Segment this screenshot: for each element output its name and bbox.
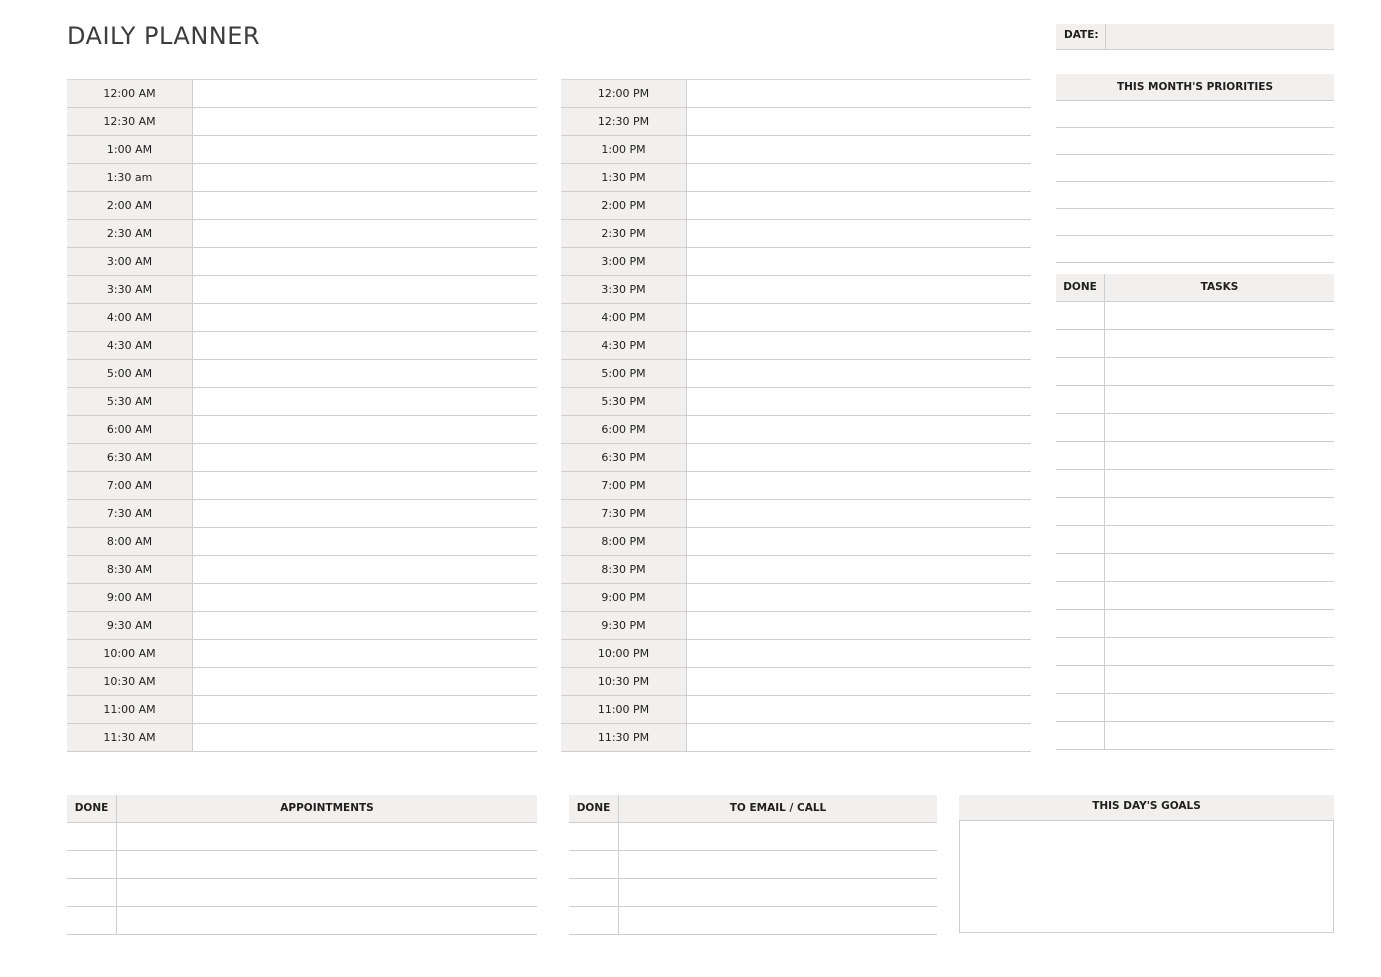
done-header: DONE bbox=[1056, 274, 1105, 301]
time-slot-entry[interactable] bbox=[687, 696, 1031, 723]
time-slot-entry[interactable] bbox=[193, 696, 537, 723]
entry-cell[interactable] bbox=[1105, 330, 1334, 357]
list-item bbox=[569, 851, 937, 879]
time-slot-entry[interactable] bbox=[193, 724, 537, 751]
list-item bbox=[1056, 694, 1334, 722]
done-checkbox-cell[interactable] bbox=[1056, 610, 1105, 637]
time-slot-row bbox=[67, 248, 537, 276]
done-header: DONE bbox=[67, 795, 117, 822]
time-label: 5:30 PM bbox=[561, 388, 687, 415]
done-checkbox-cell[interactable] bbox=[569, 907, 619, 934]
time-label: 12:00 PM bbox=[561, 80, 687, 107]
priorities-header: THIS MONTH'S PRIORITIES bbox=[1056, 74, 1334, 101]
time-slot-row bbox=[67, 668, 537, 696]
priority-line[interactable] bbox=[1056, 209, 1334, 236]
time-slot-entry[interactable] bbox=[687, 136, 1031, 163]
time-slot-row bbox=[67, 472, 537, 500]
time-slot-entry[interactable] bbox=[687, 276, 1031, 303]
time-label: 11:30 AM bbox=[67, 724, 193, 751]
time-slot-entry[interactable] bbox=[193, 360, 537, 387]
done-checkbox-cell[interactable] bbox=[1056, 694, 1105, 721]
done-checkbox-cell[interactable] bbox=[1056, 386, 1105, 413]
done-checkbox-cell[interactable] bbox=[1056, 554, 1105, 581]
time-slot-row bbox=[561, 332, 1031, 360]
time-slot-row bbox=[67, 444, 537, 472]
time-slot-row bbox=[67, 80, 537, 108]
time-slot-entry[interactable] bbox=[193, 472, 537, 499]
time-slot-row bbox=[561, 724, 1031, 752]
priority-line[interactable] bbox=[1056, 182, 1334, 209]
time-slot-row bbox=[561, 276, 1031, 304]
time-slot-entry[interactable] bbox=[687, 416, 1031, 443]
priority-line[interactable] bbox=[1056, 236, 1334, 263]
time-slot-row bbox=[67, 136, 537, 164]
time-slot-entry[interactable] bbox=[193, 108, 537, 135]
time-label: 7:30 PM bbox=[561, 500, 687, 527]
time-label: 7:30 AM bbox=[67, 500, 193, 527]
time-label: 12:30 AM bbox=[67, 108, 193, 135]
daily-goals bbox=[959, 795, 1334, 934]
list-item bbox=[1056, 442, 1334, 470]
time-label: 1:00 AM bbox=[67, 136, 193, 163]
list-item bbox=[1056, 414, 1334, 442]
time-slot-row bbox=[67, 724, 537, 752]
time-slot-entry[interactable] bbox=[687, 220, 1031, 247]
time-label: 5:30 AM bbox=[67, 388, 193, 415]
time-label: 4:00 PM bbox=[561, 304, 687, 331]
done-checkbox-cell[interactable] bbox=[1056, 638, 1105, 665]
time-slot-row bbox=[561, 668, 1031, 696]
list-item bbox=[1056, 526, 1334, 554]
time-label: 4:30 PM bbox=[561, 332, 687, 359]
appointments-header-row bbox=[67, 795, 537, 823]
time-label: 3:30 AM bbox=[67, 276, 193, 303]
entry-cell[interactable] bbox=[1105, 666, 1334, 693]
time-slot-row bbox=[561, 696, 1031, 724]
time-label: 5:00 AM bbox=[67, 360, 193, 387]
entry-cell[interactable] bbox=[1105, 414, 1334, 441]
time-slot-entry[interactable] bbox=[193, 248, 537, 275]
time-label: 8:00 PM bbox=[561, 528, 687, 555]
time-label: 9:00 PM bbox=[561, 584, 687, 611]
time-label: 6:30 PM bbox=[561, 444, 687, 471]
time-slot-row bbox=[561, 612, 1031, 640]
time-slot-entry[interactable] bbox=[687, 528, 1031, 555]
time-label: 2:00 AM bbox=[67, 192, 193, 219]
time-label: 1:30 PM bbox=[561, 164, 687, 191]
time-slot-entry[interactable] bbox=[687, 612, 1031, 639]
time-label: 2:30 AM bbox=[67, 220, 193, 247]
time-label: 4:30 AM bbox=[67, 332, 193, 359]
time-slot-row bbox=[561, 360, 1031, 388]
time-slot-row bbox=[561, 500, 1031, 528]
list-item bbox=[1056, 330, 1334, 358]
time-slot-row bbox=[67, 192, 537, 220]
entry-cell[interactable] bbox=[1105, 722, 1334, 749]
time-slot-entry[interactable] bbox=[687, 248, 1031, 275]
email-call-header: TO EMAIL / CALL bbox=[729, 802, 827, 814]
time-slot-row bbox=[561, 220, 1031, 248]
time-slot-entry[interactable] bbox=[687, 164, 1031, 191]
time-slot-row bbox=[67, 500, 537, 528]
time-slot-row bbox=[67, 556, 537, 584]
time-label: 10:30 AM bbox=[67, 668, 193, 695]
time-label: 3:30 PM bbox=[561, 276, 687, 303]
time-label: 12:00 AM bbox=[67, 80, 193, 107]
time-label: 10:00 AM bbox=[67, 640, 193, 667]
entry-cell[interactable] bbox=[1105, 498, 1334, 525]
time-slot-entry[interactable] bbox=[193, 332, 537, 359]
time-slot-entry[interactable] bbox=[193, 80, 537, 107]
entry-cell[interactable] bbox=[619, 879, 937, 906]
time-slot-row bbox=[67, 220, 537, 248]
time-slot-row bbox=[67, 612, 537, 640]
list-item bbox=[1056, 470, 1334, 498]
time-slot-entry[interactable] bbox=[193, 136, 537, 163]
time-label: 10:30 PM bbox=[561, 668, 687, 695]
time-slot-entry[interactable] bbox=[193, 220, 537, 247]
list-item bbox=[67, 879, 537, 907]
time-slot-row bbox=[561, 640, 1031, 668]
time-slot-row bbox=[67, 304, 537, 332]
entry-cell[interactable] bbox=[1105, 470, 1334, 497]
time-slot-row bbox=[67, 696, 537, 724]
entry-cell[interactable] bbox=[117, 823, 537, 850]
time-label: 6:00 AM bbox=[67, 416, 193, 443]
time-slot-entry[interactable] bbox=[687, 80, 1031, 107]
entry-cell[interactable] bbox=[1105, 526, 1334, 553]
entry-cell[interactable] bbox=[117, 907, 537, 934]
list-item bbox=[569, 907, 937, 935]
time-slot-entry[interactable] bbox=[193, 192, 537, 219]
appointments-header: APPOINTMENTS bbox=[280, 802, 374, 814]
monthly-priorities bbox=[1056, 74, 1334, 263]
entry-cell[interactable] bbox=[117, 879, 537, 906]
time-slot-row bbox=[67, 360, 537, 388]
time-slot-entry[interactable] bbox=[687, 584, 1031, 611]
time-label: 11:30 PM bbox=[561, 724, 687, 751]
entry-cell[interactable] bbox=[1105, 694, 1334, 721]
time-slot-entry[interactable] bbox=[687, 444, 1031, 471]
time-label: 10:00 PM bbox=[561, 640, 687, 667]
time-slot-row bbox=[67, 276, 537, 304]
time-label: 9:00 AM bbox=[67, 584, 193, 611]
time-label: 5:00 PM bbox=[561, 360, 687, 387]
time-slot-entry[interactable] bbox=[687, 304, 1031, 331]
time-label: 2:30 PM bbox=[561, 220, 687, 247]
time-slot-row bbox=[561, 472, 1031, 500]
email-call-table bbox=[569, 795, 937, 935]
time-label: 1:00 PM bbox=[561, 136, 687, 163]
entry-cell[interactable] bbox=[1105, 610, 1334, 637]
time-slot-row bbox=[561, 192, 1031, 220]
time-slot-entry[interactable] bbox=[687, 500, 1031, 527]
time-label: 2:00 PM bbox=[561, 192, 687, 219]
done-checkbox-cell[interactable] bbox=[1056, 414, 1105, 441]
time-slot-entry[interactable] bbox=[687, 724, 1031, 751]
list-item bbox=[1056, 582, 1334, 610]
time-slot-entry[interactable] bbox=[687, 556, 1031, 583]
time-slot-row bbox=[67, 388, 537, 416]
time-label: 9:30 PM bbox=[561, 612, 687, 639]
list-item bbox=[67, 907, 537, 935]
time-label: 1:30 am bbox=[67, 164, 193, 191]
time-slot-row bbox=[561, 556, 1031, 584]
time-slot-entry[interactable] bbox=[687, 192, 1031, 219]
time-slot-row bbox=[561, 416, 1031, 444]
done-checkbox-cell[interactable] bbox=[569, 851, 619, 878]
time-slot-row bbox=[561, 136, 1031, 164]
done-checkbox-cell[interactable] bbox=[1056, 582, 1105, 609]
email-call-header-row bbox=[569, 795, 937, 823]
entry-cell[interactable] bbox=[619, 907, 937, 934]
time-slot-row bbox=[67, 416, 537, 444]
done-checkbox-cell[interactable] bbox=[1056, 302, 1105, 329]
date-label: DATE: bbox=[1056, 24, 1105, 49]
time-slot-row bbox=[561, 584, 1031, 612]
tasks-header-row bbox=[1056, 274, 1334, 302]
time-slot-row bbox=[561, 444, 1031, 472]
time-slot-row bbox=[67, 332, 537, 360]
time-slot-entry[interactable] bbox=[193, 584, 537, 611]
time-slot-entry[interactable] bbox=[687, 108, 1031, 135]
list-item bbox=[1056, 302, 1334, 330]
done-checkbox-cell[interactable] bbox=[569, 823, 619, 850]
time-slot-row bbox=[561, 304, 1031, 332]
list-item bbox=[569, 823, 937, 851]
done-checkbox-cell[interactable] bbox=[1056, 358, 1105, 385]
time-label: 7:00 PM bbox=[561, 472, 687, 499]
time-slot-entry[interactable] bbox=[193, 556, 537, 583]
priority-line[interactable] bbox=[1056, 128, 1334, 155]
list-item bbox=[1056, 666, 1334, 694]
time-slot-entry[interactable] bbox=[193, 416, 537, 443]
time-label: 8:30 AM bbox=[67, 556, 193, 583]
done-checkbox-cell[interactable] bbox=[1056, 666, 1105, 693]
time-slot-entry[interactable] bbox=[687, 332, 1031, 359]
date-value[interactable] bbox=[1105, 24, 1334, 49]
time-slot-entry[interactable] bbox=[687, 472, 1031, 499]
time-slot-entry[interactable] bbox=[193, 640, 537, 667]
list-item bbox=[1056, 386, 1334, 414]
time-label: 8:30 PM bbox=[561, 556, 687, 583]
tasks-header: TASKS bbox=[1200, 281, 1239, 293]
time-label: 3:00 PM bbox=[561, 248, 687, 275]
time-label: 3:00 AM bbox=[67, 248, 193, 275]
time-slot-row bbox=[561, 528, 1031, 556]
list-item bbox=[67, 823, 537, 851]
time-label: 12:30 PM bbox=[561, 108, 687, 135]
list-item bbox=[67, 851, 537, 879]
done-checkbox-cell[interactable] bbox=[1056, 722, 1105, 749]
done-checkbox-cell[interactable] bbox=[1056, 526, 1105, 553]
done-checkbox-cell[interactable] bbox=[67, 907, 117, 934]
done-checkbox-cell[interactable] bbox=[1056, 498, 1105, 525]
time-label: 11:00 PM bbox=[561, 696, 687, 723]
time-slot-entry[interactable] bbox=[193, 304, 537, 331]
time-label: 6:00 PM bbox=[561, 416, 687, 443]
entry-cell[interactable] bbox=[619, 823, 937, 850]
time-slot-entry[interactable] bbox=[193, 528, 537, 555]
entry-cell[interactable] bbox=[1105, 386, 1334, 413]
appointments-table bbox=[67, 795, 537, 935]
list-item bbox=[1056, 554, 1334, 582]
time-slot-entry[interactable] bbox=[193, 500, 537, 527]
entry-cell[interactable] bbox=[1105, 554, 1334, 581]
time-slot-entry[interactable] bbox=[687, 388, 1031, 415]
done-checkbox-cell[interactable] bbox=[67, 879, 117, 906]
entry-cell[interactable] bbox=[1105, 358, 1334, 385]
time-slot-entry[interactable] bbox=[193, 612, 537, 639]
time-label: 4:00 AM bbox=[67, 304, 193, 331]
entry-cell[interactable] bbox=[619, 851, 937, 878]
time-label: 8:00 AM bbox=[67, 528, 193, 555]
time-slot-row bbox=[561, 80, 1031, 108]
time-label: 11:00 AM bbox=[67, 696, 193, 723]
done-checkbox-cell[interactable] bbox=[1056, 470, 1105, 497]
list-item bbox=[1056, 722, 1334, 750]
time-label: 7:00 AM bbox=[67, 472, 193, 499]
time-slot-entry[interactable] bbox=[193, 388, 537, 415]
entry-cell[interactable] bbox=[1105, 638, 1334, 665]
done-checkbox-cell[interactable] bbox=[67, 823, 117, 850]
time-slot-entry[interactable] bbox=[193, 164, 537, 191]
entry-cell[interactable] bbox=[1105, 302, 1334, 329]
list-item bbox=[1056, 358, 1334, 386]
entry-cell[interactable] bbox=[1105, 582, 1334, 609]
list-item bbox=[1056, 610, 1334, 638]
time-slot-entry[interactable] bbox=[193, 668, 537, 695]
time-slot-row bbox=[67, 640, 537, 668]
goals-box[interactable] bbox=[959, 820, 1334, 933]
time-slot-row bbox=[67, 108, 537, 136]
done-header: DONE bbox=[569, 795, 619, 822]
am-schedule bbox=[67, 79, 537, 752]
time-label: 6:30 AM bbox=[67, 444, 193, 471]
pm-schedule bbox=[561, 79, 1031, 752]
list-item bbox=[1056, 638, 1334, 666]
done-checkbox-cell[interactable] bbox=[569, 879, 619, 906]
time-slot-row bbox=[67, 528, 537, 556]
entry-cell[interactable] bbox=[117, 851, 537, 878]
goals-header: THIS DAY'S GOALS bbox=[959, 795, 1334, 820]
time-slot-entry[interactable] bbox=[193, 444, 537, 471]
time-slot-entry[interactable] bbox=[193, 276, 537, 303]
priority-line[interactable] bbox=[1056, 101, 1334, 128]
done-checkbox-cell[interactable] bbox=[1056, 442, 1105, 469]
entry-cell[interactable] bbox=[1105, 442, 1334, 469]
time-slot-row bbox=[67, 584, 537, 612]
time-slot-row bbox=[561, 108, 1031, 136]
done-checkbox-cell[interactable] bbox=[1056, 330, 1105, 357]
priority-line[interactable] bbox=[1056, 155, 1334, 182]
time-slot-entry[interactable] bbox=[687, 640, 1031, 667]
time-slot-row bbox=[561, 248, 1031, 276]
date-field[interactable] bbox=[1056, 24, 1334, 50]
time-label: 9:30 AM bbox=[67, 612, 193, 639]
time-slot-entry[interactable] bbox=[687, 668, 1031, 695]
time-slot-row bbox=[67, 164, 537, 192]
time-slot-row bbox=[561, 388, 1031, 416]
time-slot-row bbox=[561, 164, 1031, 192]
page-title: DAILY PLANNER bbox=[67, 22, 261, 50]
list-item bbox=[569, 879, 937, 907]
tasks-table bbox=[1056, 274, 1334, 750]
list-item bbox=[1056, 498, 1334, 526]
done-checkbox-cell[interactable] bbox=[67, 851, 117, 878]
time-slot-entry[interactable] bbox=[687, 360, 1031, 387]
